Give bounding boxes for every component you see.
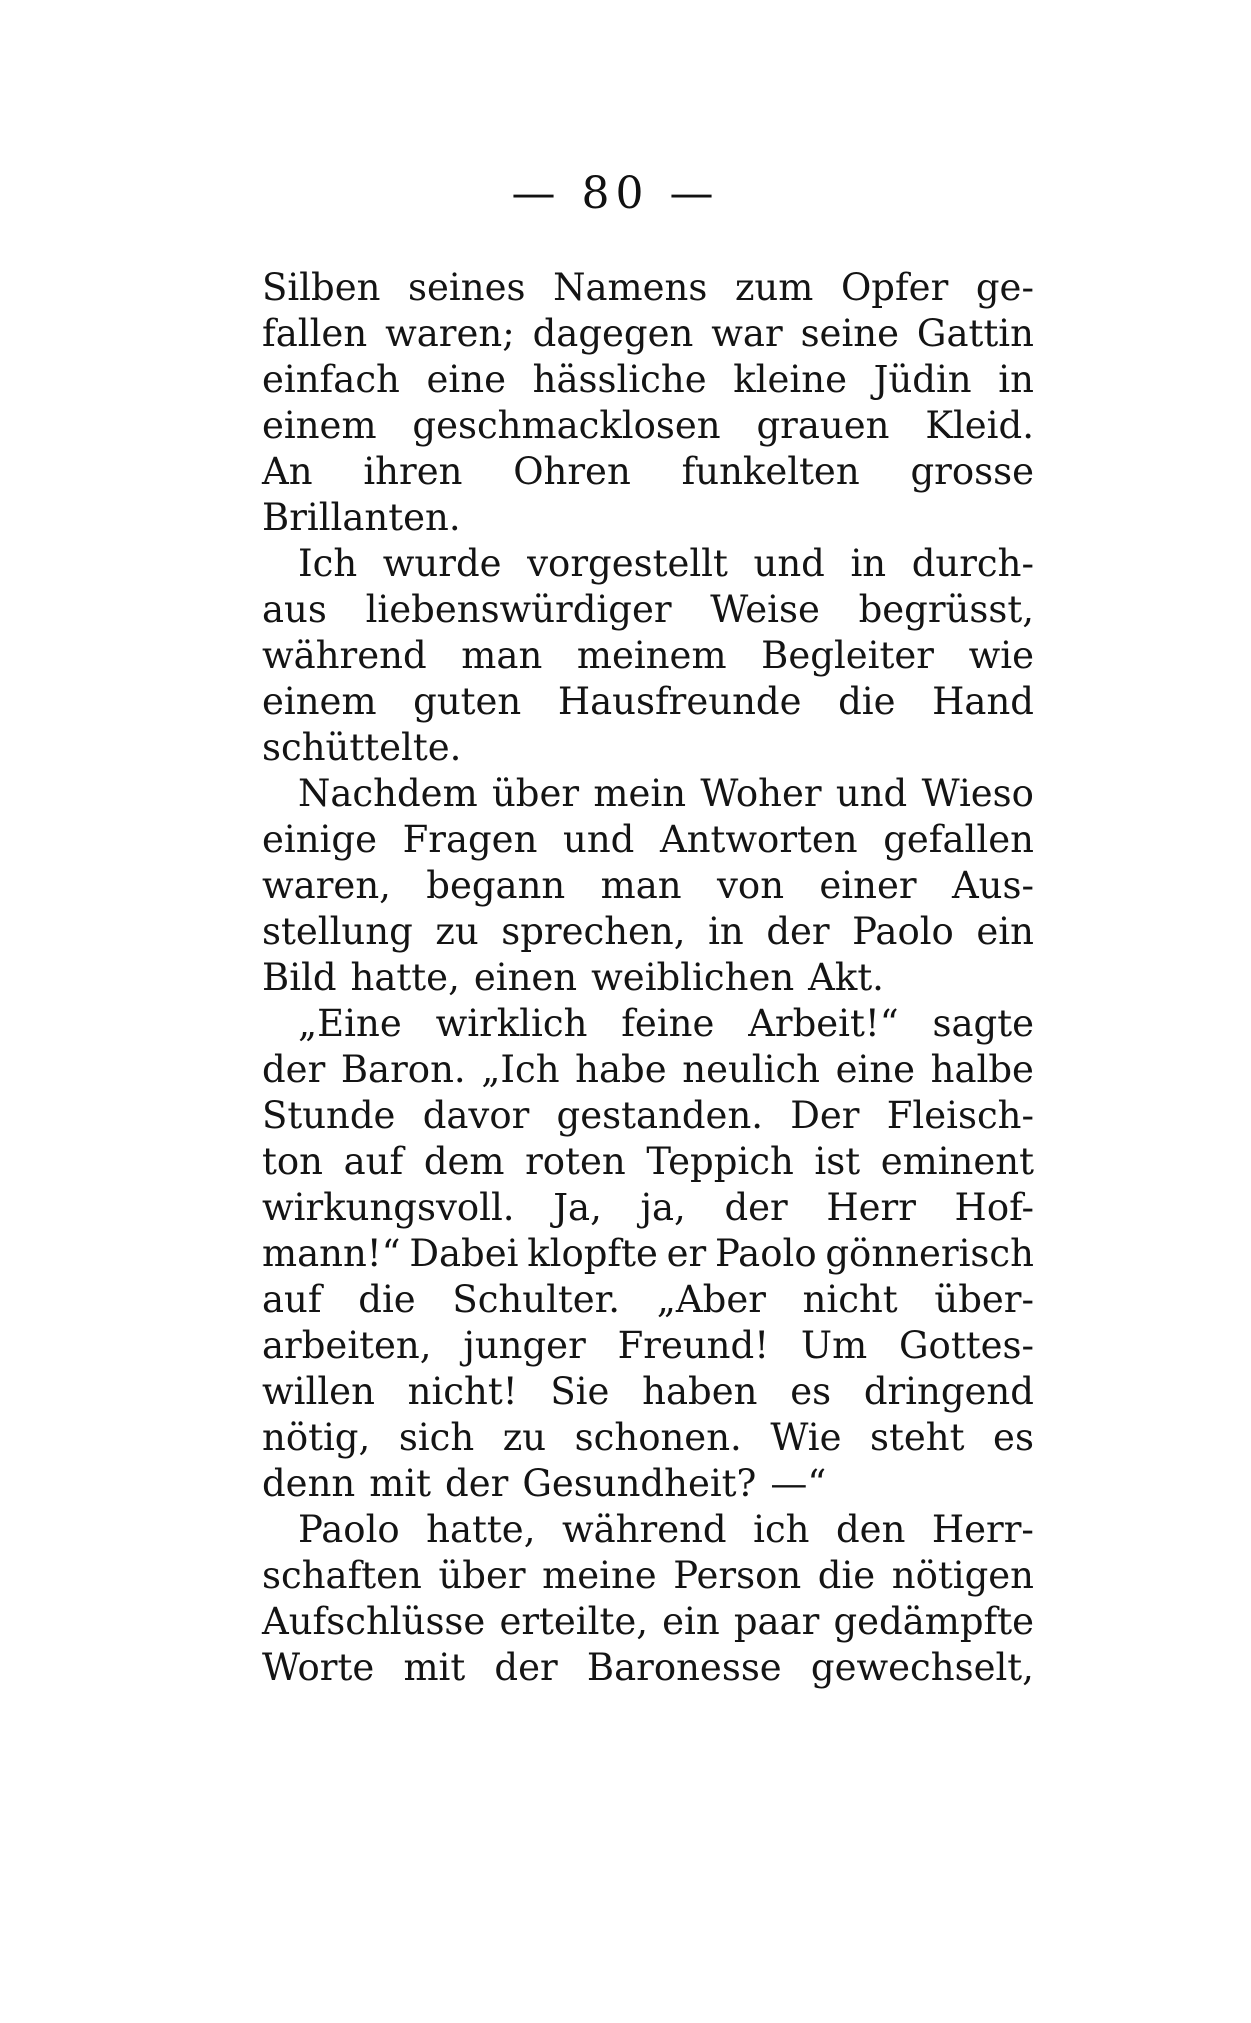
text-line: „Eine wirklich feine Arbeit!“ sagte — [298, 1002, 1034, 1045]
text-line: Worte mit der Baronesse gewechselt, — [262, 1646, 1034, 1689]
text-line: schüttelte. — [262, 726, 462, 769]
text-line: Silben seines Namens zum Opfer ge- — [262, 266, 1034, 309]
text-line: Stunde davor gestanden. Der Fleisch- — [262, 1094, 1034, 1137]
text-line: nötig, sich zu schonen. Wie steht es — [262, 1416, 1034, 1459]
text-line: Ich wurde vorgestellt und in durch- — [298, 542, 1034, 585]
text-line: Bild hatte, einen weiblichen Akt. — [262, 956, 884, 999]
text-line: Brillanten. — [262, 496, 461, 539]
page-number: — 80 — — [511, 168, 720, 219]
text-line: während man meinem Begleiter wie — [262, 634, 1034, 677]
text-line: wirkungsvoll. Ja, ja, der Herr Hof- — [262, 1186, 1034, 1229]
text-line: Nachdem über mein Woher und Wieso — [298, 772, 1034, 815]
text-line: aus liebenswürdiger Weise begrüsst, — [262, 588, 1034, 631]
text-line: der Baron. „Ich habe neulich eine halbe — [262, 1048, 1034, 1091]
text-line: einfach eine hässliche kleine Jüdin in — [262, 358, 1034, 401]
text-line: einem guten Hausfreunde die Hand — [262, 680, 1034, 723]
text-line: ton auf dem roten Teppich ist eminent — [262, 1140, 1034, 1183]
text-line: fallen waren; dagegen war seine Gattin — [262, 312, 1034, 355]
text-line: einige Fragen und Antworten gefallen — [262, 818, 1034, 861]
text-line: Aufschlüsse erteilte, ein paar gedämpfte — [262, 1600, 1034, 1643]
body-text — [262, 265, 1034, 1691]
text-line: willen nicht! Sie haben es dringend — [262, 1370, 1034, 1413]
text-line: waren, begann man von einer Aus- — [262, 864, 1034, 907]
text-line: An ihren Ohren funkelten grosse — [262, 450, 1034, 493]
text-line: mann!“ Dabei klopfte er Paolo gönnerisch — [262, 1232, 1034, 1275]
text-line: auf die Schulter. „Aber nicht über- — [262, 1278, 1034, 1321]
text-line: arbeiten, junger Freund! Um Gottes- — [262, 1324, 1034, 1367]
text-line: denn mit der Gesundheit? —“ — [262, 1462, 827, 1505]
text-line: einem geschmacklosen grauen Kleid. — [262, 404, 1034, 447]
text-line: schaften über meine Person die nötigen — [262, 1554, 1034, 1597]
text-line: Paolo hatte, während ich den Herr- — [298, 1508, 1034, 1551]
text-line: stellung zu sprechen, in der Paolo ein — [262, 910, 1034, 953]
